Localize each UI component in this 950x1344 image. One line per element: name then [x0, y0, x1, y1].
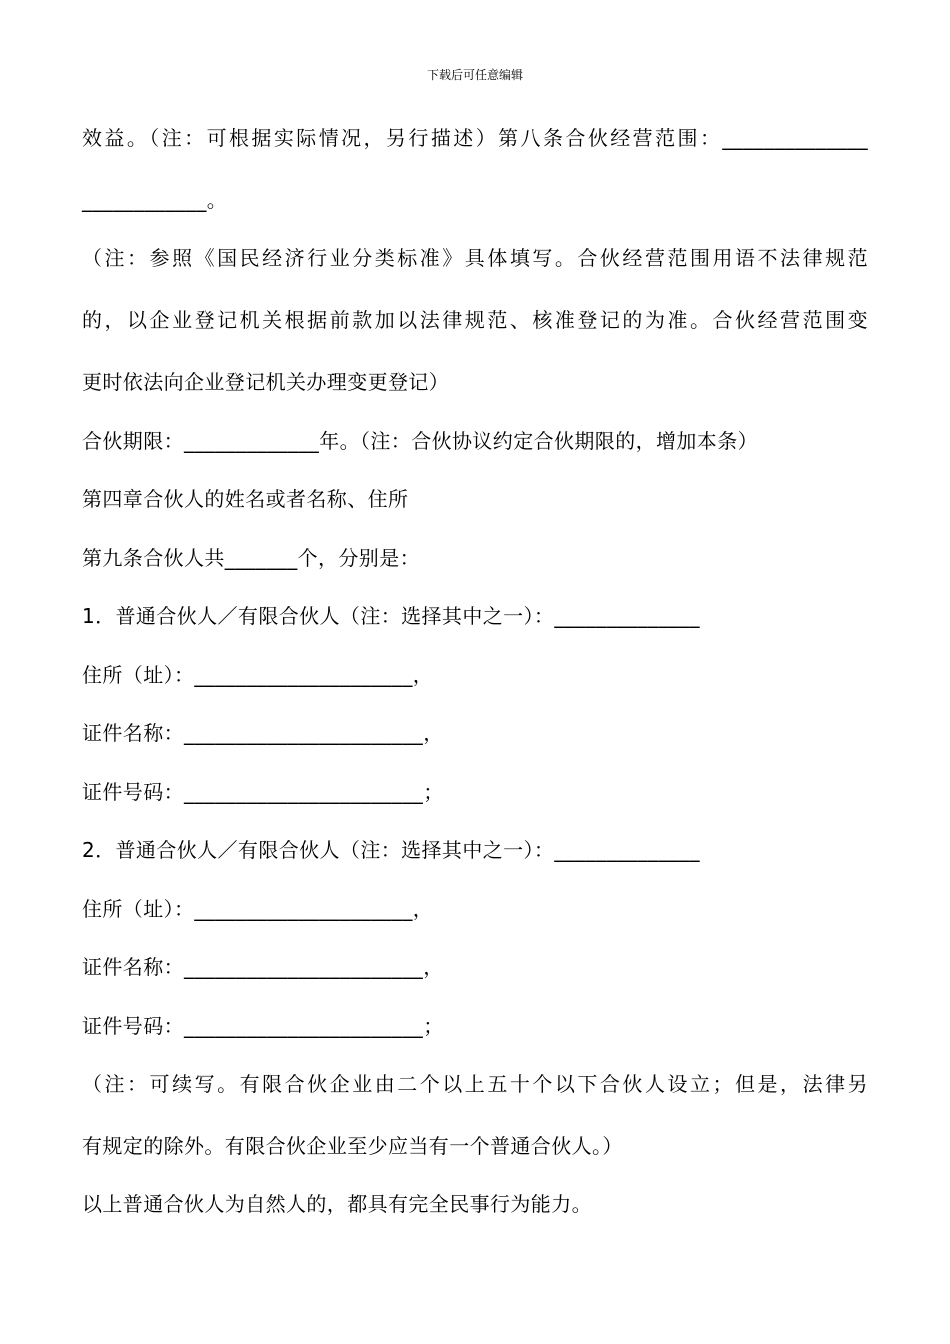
page-header: 下载后可任意编辑 — [426, 68, 523, 82]
partner-2-address: 住所（址）：_____________________， — [82, 897, 434, 921]
text-line: （注：可续写。有限合伙企业由二个以上五十个以下合伙人设立；但是，法律另 — [82, 1072, 868, 1096]
text-line: 第九条合伙人共_______个，分别是： — [82, 546, 420, 570]
partner-2-id-name: 证件名称：_______________________， — [82, 955, 444, 979]
text-line: （注：参照《国民经济行业分类标准》具体填写。合伙经营范围用语不法律规范 — [82, 246, 868, 270]
text-line: 有规定的除外。有限合伙企业至少应当有一个普通合伙人。） — [82, 1134, 623, 1158]
partner-2-id-number: 证件号码：_______________________； — [82, 1014, 444, 1038]
text-line: 效益。（注：可根据实际情况，另行描述）第八条合伙经营范围：______________ — [82, 126, 868, 150]
partner-2-type: 2．普通合伙人／有限合伙人（注：选择其中之一）：______________ — [82, 838, 700, 862]
partner-1-id-name: 证件名称：_______________________， — [82, 721, 444, 745]
text-line: 合伙期限：_____________年。（注：合伙协议约定合伙期限的，增加本条） — [82, 429, 758, 453]
partner-1-address: 住所（址）：_____________________， — [82, 663, 434, 687]
text-line: 更时依法向企业登记机关办理变更登记） — [82, 370, 450, 394]
text-line: 的，以企业登记机关根据前款加以法律规范、核准登记的为准。合伙经营范围变 — [82, 308, 868, 332]
partner-1-id-number: 证件号码：_______________________； — [82, 780, 444, 804]
partner-1-type: 1．普通合伙人／有限合伙人（注：选择其中之一）：______________ — [82, 604, 700, 628]
text-line: 以上普通合伙人为自然人的，都具有完全民事行为能力。 — [82, 1192, 592, 1216]
chapter-heading: 第四章合伙人的姓名或者名称、住所 — [82, 487, 409, 511]
text-line: ____________。 — [82, 188, 228, 212]
